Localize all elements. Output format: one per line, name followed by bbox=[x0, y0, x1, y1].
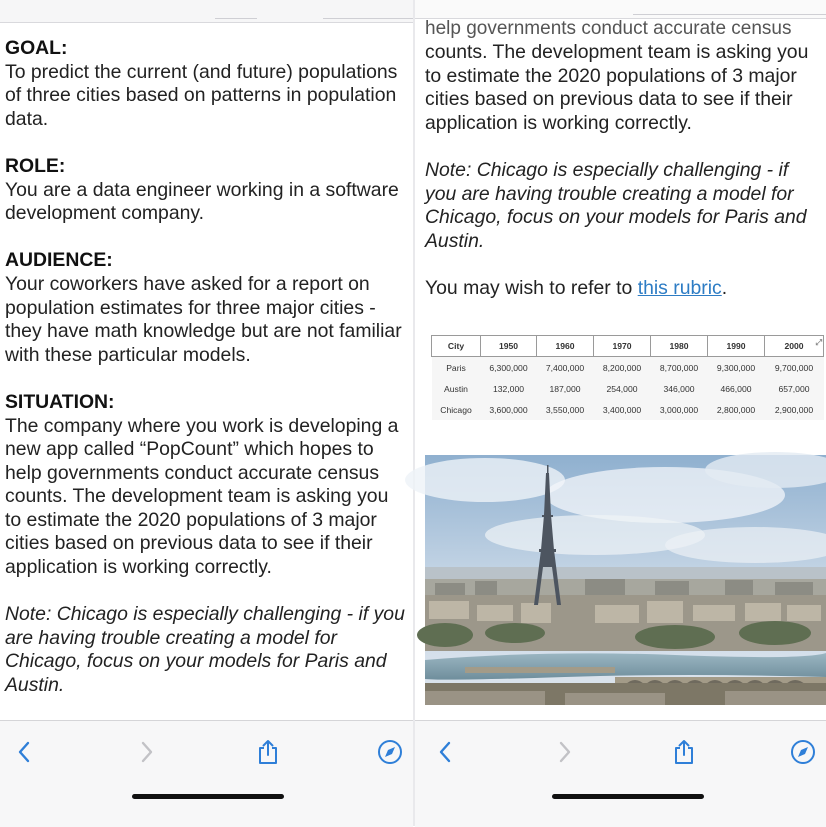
audience-section bbox=[5, 249, 409, 367]
table-row bbox=[432, 378, 824, 399]
table-header-cell: 1950 bbox=[481, 336, 537, 357]
table-cell: 8,700,000 bbox=[651, 357, 708, 379]
table-header-row bbox=[432, 336, 824, 357]
table-header-cell: 2000 ⤢ bbox=[765, 336, 824, 357]
table-header-cell: 1990 bbox=[708, 336, 765, 357]
clipped-text-line: help governments conduct accurate census bbox=[425, 18, 792, 39]
table-header-cell: 1960 bbox=[537, 336, 594, 357]
situation-header: SITUATION: bbox=[5, 390, 115, 413]
table-cell: 2,800,000 bbox=[708, 399, 765, 420]
assignment-text-continued bbox=[425, 18, 820, 324]
share-icon[interactable] bbox=[669, 737, 699, 767]
right-browser-screenshot bbox=[415, 0, 826, 826]
chevron-left-icon[interactable] bbox=[9, 737, 39, 767]
paris-skyline-image bbox=[425, 455, 826, 705]
table-row bbox=[432, 399, 824, 420]
audience-header: AUDIENCE: bbox=[5, 249, 113, 272]
safari-bottom-toolbar bbox=[0, 720, 413, 827]
compass-icon[interactable] bbox=[788, 737, 818, 767]
table-cell: 466,000 bbox=[708, 378, 765, 399]
home-indicator bbox=[552, 794, 704, 799]
rubric-prefix: You may wish to refer to bbox=[425, 276, 638, 299]
table-cell: 2,900,000 bbox=[765, 399, 824, 420]
table-cell: 8,200,000 bbox=[594, 357, 651, 379]
table-cell: 187,000 bbox=[537, 378, 594, 399]
assignment-text bbox=[5, 37, 409, 721]
role-section bbox=[5, 155, 409, 226]
toolbar-segment bbox=[323, 0, 413, 19]
top-toolbar-remnant bbox=[415, 0, 826, 19]
goal-section bbox=[5, 37, 409, 131]
expand-icon[interactable]: ⤢ bbox=[815, 338, 822, 347]
table-header-cell: City bbox=[432, 336, 481, 357]
goal-body: To predict the current (and future) populations of three cities based on patterns in population data. bbox=[5, 60, 398, 130]
goal-header: GOAL: bbox=[5, 37, 68, 59]
table-cell: Paris bbox=[432, 357, 481, 379]
table-header-cell: 1970 bbox=[594, 336, 651, 357]
table-cell: 3,600,000 bbox=[481, 399, 537, 420]
table-cell: Austin bbox=[432, 378, 481, 399]
chicago-note: Note: Chicago is especially challenging - if you are having trouble creating a model for Chicago, focus on your models for Paris and Austin. bbox=[425, 158, 807, 252]
table-cell: 6,300,000 bbox=[481, 357, 537, 379]
chevron-left-icon[interactable] bbox=[430, 737, 460, 767]
table-cell: 254,000 bbox=[594, 378, 651, 399]
role-header: ROLE: bbox=[5, 154, 66, 177]
table-cell: 346,000 bbox=[651, 378, 708, 399]
rubric-suffix: . bbox=[721, 276, 728, 299]
table-cell: 657,000 bbox=[765, 378, 824, 399]
table-cell: 132,000 bbox=[481, 378, 537, 399]
left-browser-screenshot bbox=[0, 0, 413, 826]
situation-body: The company where you work is developing a new app called “PopCount” which hopes to help governments conduct accurate census counts. The development team is asking you to estimate the 2020 populations of 3 major cities based on previous data to see if their application is working correctly. bbox=[5, 414, 399, 579]
top-toolbar-remnant bbox=[0, 0, 413, 23]
compass-icon[interactable] bbox=[375, 737, 405, 767]
rubric-link[interactable]: this rubric bbox=[637, 276, 722, 299]
chevron-right-icon[interactable] bbox=[550, 737, 580, 767]
situation-tail: counts. The development team is asking you to estimate the 2020 populations of 3 major cities based on previous data to see if their application is working correctly. bbox=[425, 41, 809, 134]
toolbar-segment bbox=[633, 0, 826, 15]
table-header-cell: 1980 bbox=[651, 336, 708, 357]
safari-bottom-toolbar bbox=[415, 720, 826, 827]
home-indicator bbox=[132, 794, 284, 799]
chevron-right-icon[interactable] bbox=[132, 737, 162, 767]
chicago-note: Note: Chicago is especially challenging - if you are having trouble creating a model for Chicago, focus on your models for Paris and Austin. bbox=[5, 603, 405, 697]
population-table bbox=[431, 335, 824, 420]
table-cell: 3,400,000 bbox=[594, 399, 651, 420]
paris-photo bbox=[425, 455, 826, 705]
table-cell: Chicago bbox=[432, 399, 481, 420]
table-row bbox=[432, 357, 824, 379]
role-body: You are a data engineer working in a software development company. bbox=[5, 178, 399, 225]
table-cell: 3,000,000 bbox=[651, 399, 708, 420]
table-cell: 9,300,000 bbox=[708, 357, 765, 379]
table-cell: 9,700,000 bbox=[765, 357, 824, 379]
toolbar-segment bbox=[215, 0, 257, 19]
share-icon[interactable] bbox=[253, 737, 283, 767]
table-cell: 3,550,000 bbox=[537, 399, 594, 420]
audience-body: Your coworkers have asked for a report on population estimates for three major cities - they have math knowledge but are not familiar with these particular models. bbox=[5, 272, 402, 366]
situation-section bbox=[5, 391, 409, 580]
table-cell: 7,400,000 bbox=[537, 357, 594, 379]
rubric-line bbox=[425, 277, 820, 301]
